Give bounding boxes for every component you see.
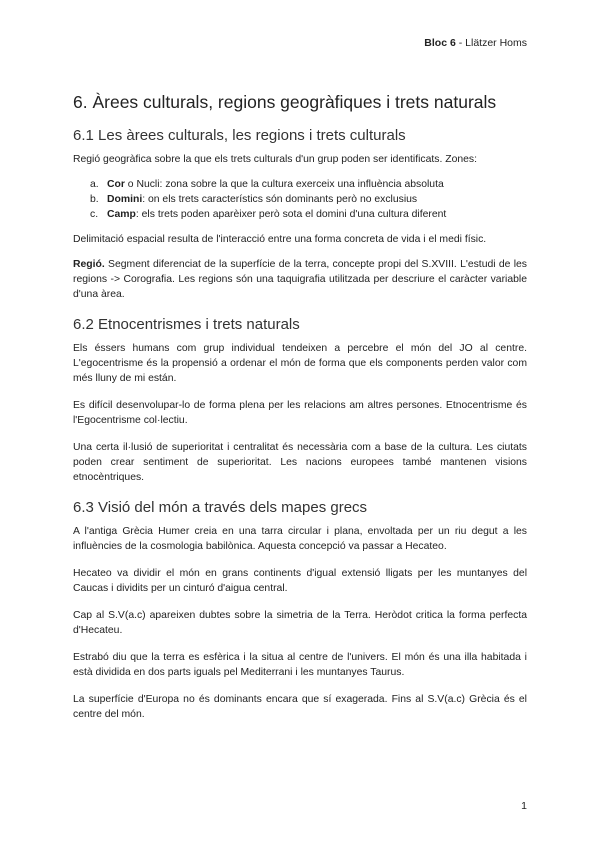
section-3-heading: 6.3 Visió del món a través dels mapes grecs: [73, 499, 368, 516]
section-2-paragraph-1: Els éssers humans com grup individual tendeixen a percebre el món del JO al centre. L'egocentrisme és la propensió a ordenar el món de forma que els components perden valor com més lluny de mi están.: [73, 343, 527, 384]
page-title: 6. Àrees culturals, regions geogràfiques i trets naturals: [73, 92, 497, 112]
list-item: [73, 177, 527, 192]
list-item: [73, 192, 527, 207]
section-2-paragraph-3: Una certa il·lusió de superioritat i centralitat és necessària com a base de la cultura. Les ciutats poden crear sentiment de superioritat. Les nacions europees també mantenen visions etnocèntriques.: [73, 442, 527, 483]
regio-term: Regió.: [73, 259, 105, 270]
section-2-heading: 6.2 Etnocentrismes i trets naturals: [73, 316, 300, 333]
section-2-paragraph-2: Es difícil desenvolupar-lo de forma plena per les relacions am altres persones. Etnocentrisme és l'Egocentrisme col·lectiu.: [73, 400, 527, 426]
list-item: [73, 207, 527, 222]
zone-text: : on els trets característics són dominants però no exclusius: [142, 194, 418, 205]
header-bloc: Bloc 6: [424, 37, 456, 49]
zones-list: [73, 177, 527, 222]
section-1-intro: Regió geogràfica sobre la que els trets culturals d'un grup poden ser identificats. Zones:: [73, 154, 477, 165]
header-separator: -: [455, 37, 466, 49]
zone-text: : els trets poden aparèixer però sota el domini d'una cultura diferent: [135, 209, 447, 220]
list-marker: b.: [90, 194, 99, 205]
list-marker: c.: [90, 209, 99, 220]
list-marker: a.: [90, 179, 99, 190]
page-header: [424, 37, 527, 49]
section-3-paragraph-2: Hecateo va dividir el món en grans continents d'igual extensió lligats per les muntanyes del Caucas i dividits per un cinturó d'aigua central.: [73, 568, 527, 594]
header-author: Llätzer Homs: [465, 37, 527, 49]
regio-paragraph: [73, 257, 527, 302]
zone-term: Cor: [107, 179, 125, 190]
page-number: 1: [521, 800, 527, 812]
section-1-heading: 6.1 Les àrees culturals, les regions i trets culturals: [73, 127, 406, 144]
zone-text: o Nucli: zona sobre la que la cultura exerceix una influència absoluta: [124, 179, 444, 190]
zone-term: Camp: [107, 209, 136, 220]
page-content: [73, 92, 527, 722]
section-3-paragraph-5: La superfície d'Europa no és dominants encara que sí exagerada. Fins al S.V(a.c) Grècia és el centre del món.: [73, 694, 527, 720]
regio-text: Segment diferenciat de la superfície de la terra, concepte propi del S.XVIII. L'estudi de les regions -> Corografia. Les regions són una taquigrafia utilitzada per descriure el caràcter variable d'una àrea.: [73, 259, 527, 300]
zone-term: Domini: [107, 194, 143, 205]
delimitacio-paragraph: Delimitació espacial resulta de l'interacció entre una forma concreta de vida i el medi físic.: [73, 234, 487, 245]
section-3-paragraph-4: Estrabó diu que la terra es esfèrica i la situa al centre de l'univers. El món és una illa habitada i està dividida en dos parts iguals pel Mediterrani i les muntanyes Taurus.: [73, 652, 527, 678]
section-3-paragraph-1: A l'antiga Grècia Humer creia en una tarra circular i plana, envoltada per un riu degut a les influències de la cosmologia babilònica. Aquesta concepció va passar a Hecateo.: [73, 526, 527, 552]
section-3-paragraph-3: Cap al S.V(a.c) apareixen dubtes sobre la simetria de la Terra. Heròdot critica la forma perfecta d'Hecateu.: [73, 610, 527, 636]
